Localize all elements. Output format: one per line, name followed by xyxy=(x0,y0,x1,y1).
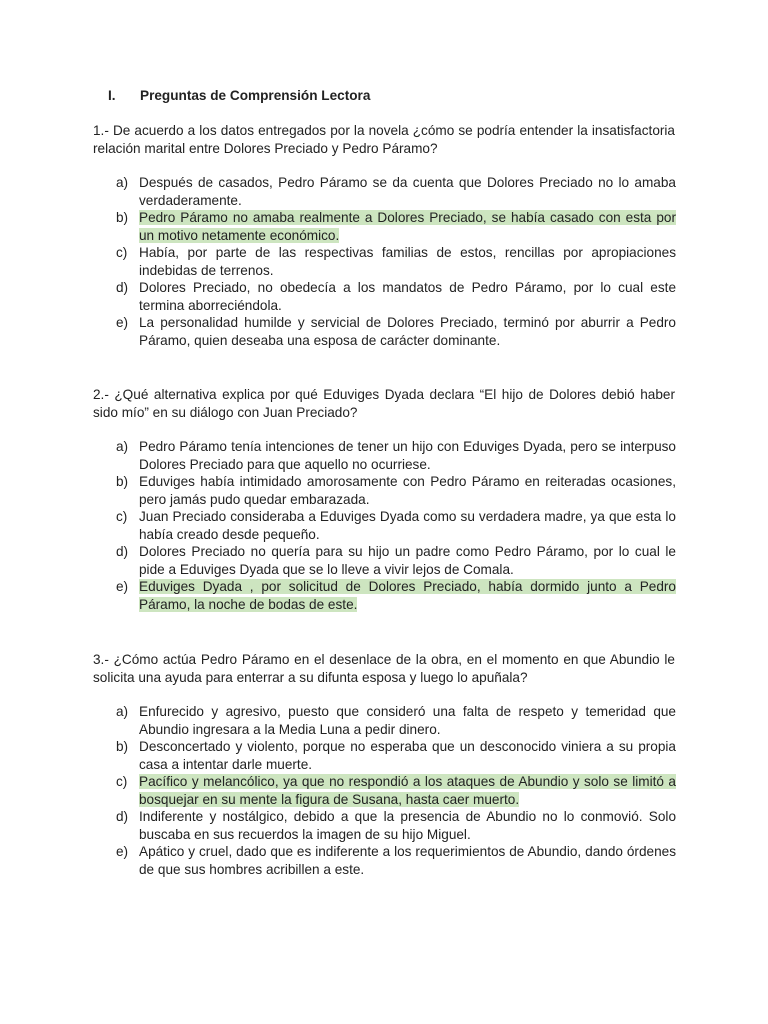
option-1a xyxy=(116,174,676,209)
option-3d xyxy=(116,808,676,843)
option-1e xyxy=(116,314,676,349)
question-1-options xyxy=(116,174,676,349)
option-text: Dolores Preciado, no obedecía a los mandatos de Pedro Páramo, por lo cual este termina aborreciéndola. xyxy=(139,280,676,313)
option-letter: c) xyxy=(116,245,128,260)
question-2: 2.- ¿Qué alternativa explica por qué Eduviges Dyada declara “El hijo de Dolores debió haber sido mío” en su diálogo con Juan Preciado? xyxy=(93,387,675,420)
option-text: Indiferente y nostálgico, debido a que la presencia de Abundio no lo conmovió. Solo buscaba en sus recuerdos la imagen de su hijo Miguel. xyxy=(139,809,676,842)
option-text: Enfurecido y agresivo, puesto que consideró una falta de respeto y temeridad que Abundio ingresara a la Media Luna a pedir dinero. xyxy=(139,704,676,737)
option-letter: e) xyxy=(116,579,129,594)
option-letter: b) xyxy=(116,739,129,754)
option-2a xyxy=(116,438,676,473)
option-text-highlighted: Eduviges Dyada , por solicitud de Dolores Preciado, había dormido junto a Pedro Páramo, la noche de bodas de este. xyxy=(139,579,676,612)
option-3b xyxy=(116,738,676,773)
option-2b xyxy=(116,473,676,508)
question-3: 3.- ¿Cómo actúa Pedro Páramo en el desenlace de la obra, en el momento en que Abundio le solicita una ayuda para enterrar a su difunta esposa y luego lo apuñala? xyxy=(93,652,675,685)
option-letter: e) xyxy=(116,844,129,859)
option-2c xyxy=(116,508,676,543)
option-1c xyxy=(116,244,676,279)
option-letter: d) xyxy=(116,809,129,824)
option-2e xyxy=(116,578,676,613)
section-number: I. xyxy=(108,88,116,103)
option-text: Después de casados, Pedro Páramo se da cuenta que Dolores Preciado no lo amaba verdaderamente. xyxy=(139,175,676,208)
option-letter: c) xyxy=(116,774,128,789)
option-2d xyxy=(116,543,676,578)
option-letter: a) xyxy=(116,704,129,719)
option-1b xyxy=(116,209,676,244)
option-3a xyxy=(116,703,676,738)
question-2-options xyxy=(116,438,676,613)
option-letter: c) xyxy=(116,509,128,524)
option-text: Juan Preciado consideraba a Eduviges Dyada como su verdadera madre, ya que esta lo había creado desde pequeño. xyxy=(139,509,676,542)
option-letter: e) xyxy=(116,315,129,330)
option-letter: d) xyxy=(116,280,129,295)
option-letter: b) xyxy=(116,474,129,489)
option-text: La personalidad humilde y servicial de Dolores Preciado, terminó por aburrir a Pedro Páramo, quien deseaba una esposa de carácter dominante. xyxy=(139,315,676,348)
option-text: Pedro Páramo tenía intenciones de tener un hijo con Eduviges Dyada, pero se interpuso Dolores Preciado para que aquello no ocurriese. xyxy=(139,439,676,472)
option-text: Dolores Preciado no quería para su hijo un padre como Pedro Páramo, por lo cual le pide a Eduviges Dyada que se lo lleve a vivir lejos de Comala. xyxy=(139,544,676,577)
section-title: Preguntas de Comprensión Lectora xyxy=(140,88,371,103)
option-text-highlighted: Pacífico y melancólico, ya que no respondió a los ataques de Abundio y solo se limitó a bosquejar en su mente la figura de Susana, hasta caer muerto. xyxy=(139,774,676,807)
section-heading xyxy=(108,87,370,105)
question-1: 1.- De acuerdo a los datos entregados por la novela ¿cómo se podría entender la insatisfactoria relación marital entre Dolores Preciado y Pedro Páramo? xyxy=(93,123,675,156)
option-text: Eduviges había intimidado amorosamente con Pedro Páramo en reiteradas ocasiones, pero jamás pudo quedar embarazada. xyxy=(139,474,676,507)
option-letter: a) xyxy=(116,175,129,190)
option-3c xyxy=(116,773,676,808)
option-text: Había, por parte de las respectivas familias de estos, rencillas por apropiaciones indebidas de terrenos. xyxy=(139,245,676,278)
option-text: Desconcertado y violento, porque no esperaba que un desconocido viniera a su propia casa a intentar darle muerte. xyxy=(139,739,676,772)
option-letter: d) xyxy=(116,544,129,559)
option-text: Apático y cruel, dado que es indiferente a los requerimientos de Abundio, dando órdenes de que sus hombres acribillen a este. xyxy=(139,844,676,877)
question-3-options xyxy=(116,703,676,878)
option-text-highlighted: Pedro Páramo no amaba realmente a Dolores Preciado, se había casado con esta por un motivo netamente económico. xyxy=(139,210,676,243)
option-letter: b) xyxy=(116,210,129,225)
option-3e xyxy=(116,843,676,878)
option-letter: a) xyxy=(116,439,129,454)
option-1d xyxy=(116,279,676,314)
